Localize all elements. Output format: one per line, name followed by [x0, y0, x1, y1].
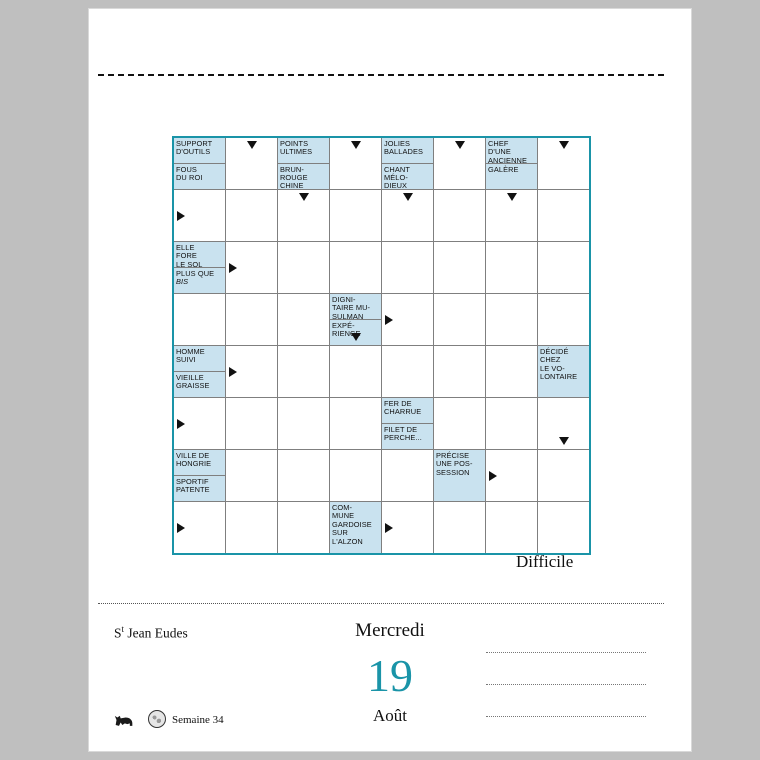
cell-r1c7[interactable] — [538, 190, 591, 242]
cell-r6c5[interactable] — [434, 450, 486, 502]
cell-r5c5[interactable] — [434, 398, 486, 450]
clue-sportif-patente: SPORTIF PATENTE — [174, 476, 225, 502]
cell-r3c7[interactable] — [538, 294, 591, 346]
arrow-down-icon — [351, 333, 361, 341]
table-row — [173, 190, 590, 242]
table-row — [173, 346, 590, 398]
cell-r4c6[interactable] — [486, 346, 538, 398]
clue-precise-une-possession: PRÉCISE UNE POS- SESSION — [434, 450, 485, 501]
cell-r4c4[interactable] — [382, 346, 434, 398]
table-row — [173, 398, 590, 450]
crossword-grid[interactable] — [172, 136, 591, 555]
arrow-right-icon — [177, 211, 185, 221]
cell-r6c0[interactable] — [173, 450, 226, 502]
arrow-down-icon — [559, 141, 569, 149]
clue-vieille-graisse: VIEILLE GRAISSE — [174, 372, 225, 398]
week-number: Semaine 34 — [172, 714, 224, 726]
arrow-down-icon — [299, 193, 309, 201]
cell-r0c2[interactable] — [278, 137, 330, 190]
cell-r4c5[interactable] — [434, 346, 486, 398]
cell-r2c4[interactable] — [382, 242, 434, 294]
clue-filet-de-perche: FILET DE PERCHE... — [382, 424, 433, 450]
clue-brun-rouge-chine: BRUN- ROUGE CHINE — [278, 164, 329, 190]
arrow-down-icon — [559, 437, 569, 445]
cell-r5c2[interactable] — [278, 398, 330, 450]
cell-r5c3[interactable] — [330, 398, 382, 450]
clue-decide-chez-le-volontaire: DÉCIDÉ CHEZ LE VO- LONTAIRE — [538, 346, 589, 397]
clue-ville-de-hongrie: VILLE DE HONGRIE — [174, 450, 225, 476]
arrow-right-icon — [489, 471, 497, 481]
arrow-right-icon — [385, 523, 393, 533]
cell-r0c0[interactable] — [173, 137, 226, 190]
clue-experience: EXPÉ- RIENCE — [330, 320, 381, 346]
arrow-down-icon — [507, 193, 517, 201]
cell-r1c5[interactable] — [434, 190, 486, 242]
table-row — [173, 450, 590, 502]
arrow-down-icon — [455, 141, 465, 149]
difficulty-label: Difficile — [516, 552, 574, 571]
cell-r2c1[interactable] — [226, 242, 278, 294]
cell-r7c6[interactable] — [486, 502, 538, 555]
cell-r0c4[interactable] — [382, 137, 434, 190]
cell-r2c0[interactable] — [173, 242, 226, 294]
arrow-right-icon — [385, 315, 393, 325]
cell-r2c5[interactable] — [434, 242, 486, 294]
cell-r2c7[interactable] — [538, 242, 591, 294]
cell-r7c0[interactable] — [173, 502, 226, 555]
cell-r0c7[interactable] — [538, 137, 591, 190]
clue-plus-que-bis: PLUS QUE BIS — [174, 268, 225, 294]
weekday-label: Mercredi — [355, 620, 425, 641]
clue-fer-de-charrue: FER DE CHARRUE — [382, 398, 433, 424]
cell-r4c0[interactable] — [173, 346, 226, 398]
cell-r1c0[interactable] — [173, 190, 226, 242]
cell-r0c1[interactable] — [226, 137, 278, 190]
clue-galere: GALÈRE — [486, 164, 537, 190]
cell-r7c5[interactable] — [434, 502, 486, 555]
cell-r6c6[interactable] — [486, 450, 538, 502]
cell-r1c4[interactable] — [382, 190, 434, 242]
cell-r1c1[interactable] — [226, 190, 278, 242]
arrow-right-icon — [229, 367, 237, 377]
clue-support-doutils: SUPPORT D'OUTILS — [174, 138, 225, 164]
arrow-down-icon — [351, 141, 361, 149]
cell-r5c1[interactable] — [226, 398, 278, 450]
cell-r7c7[interactable] — [538, 502, 591, 555]
cell-r3c2[interactable] — [278, 294, 330, 346]
arrow-down-icon — [403, 193, 413, 201]
clue-elle-fore-le-sol: ELLE FORE LE SOL — [174, 242, 225, 268]
cell-r7c1[interactable] — [226, 502, 278, 555]
table-row — [173, 137, 590, 190]
footer-divider-line — [98, 603, 664, 604]
cell-r1c3[interactable] — [330, 190, 382, 242]
clue-chant-melodieux: CHANT MÉLO- DIEUX — [382, 164, 433, 190]
moon-phase-icon — [148, 710, 166, 728]
page-right-margin — [690, 0, 760, 760]
clue-dignitaire-musulman: DIGNI- TAIRE MU- SULMAN — [330, 294, 381, 320]
cell-r0c3[interactable] — [330, 137, 382, 190]
cell-r3c3[interactable] — [330, 294, 382, 346]
cell-r2c2[interactable] — [278, 242, 330, 294]
arrow-right-icon — [177, 419, 185, 429]
cell-r7c4[interactable] — [382, 502, 434, 555]
tear-perforation-line — [98, 74, 664, 76]
arrow-right-icon — [229, 263, 237, 273]
cell-r7c2[interactable] — [278, 502, 330, 555]
saint-name: $S^t$ Jean Eudes — [114, 624, 188, 641]
cell-r5c7[interactable] — [538, 398, 591, 450]
cell-r6c4[interactable] — [382, 450, 434, 502]
cell-r4c1[interactable] — [226, 346, 278, 398]
cell-r5c6[interactable] — [486, 398, 538, 450]
day-number: 19 — [367, 650, 413, 701]
clue-points-ultimes: POINTS ULTIMES — [278, 138, 329, 164]
cell-r3c5[interactable] — [434, 294, 486, 346]
cell-r3c4[interactable] — [382, 294, 434, 346]
clue-commune-gardoise-sur-lalzon: COM- MUNE GARDOISE SUR L'ALZON — [330, 502, 381, 553]
cell-r1c6[interactable] — [486, 190, 538, 242]
cell-r0c5[interactable] — [434, 137, 486, 190]
clue-chef-ancienne-tribu: CHEF D'UNE ANCIENNE — [486, 138, 537, 164]
note-line[interactable] — [486, 684, 646, 685]
table-row — [173, 502, 590, 555]
cell-r1c2[interactable] — [278, 190, 330, 242]
cell-r6c1[interactable] — [226, 450, 278, 502]
crossword-table[interactable] — [172, 136, 591, 555]
cell-r6c7[interactable] — [538, 450, 591, 502]
table-row — [173, 294, 590, 346]
arrow-right-icon — [177, 523, 185, 533]
cell-r2c3[interactable] — [330, 242, 382, 294]
cell-r6c3[interactable] — [330, 450, 382, 502]
clue-jolies-ballades: JOLIES BALLADES — [382, 138, 433, 164]
cell-r2c6[interactable] — [486, 242, 538, 294]
cell-r0c6[interactable] — [486, 137, 538, 190]
table-row — [173, 242, 590, 294]
page-top-margin — [0, 0, 760, 8]
cell-r3c1[interactable] — [226, 294, 278, 346]
cell-r3c0[interactable] — [173, 294, 226, 346]
cell-r4c3[interactable] — [330, 346, 382, 398]
cat-icon — [114, 712, 134, 728]
clue-fous-du-roi: FOUS DU ROI — [174, 164, 225, 190]
clue-homme-suivi: HOMME SUIVI — [174, 346, 225, 372]
cell-r6c2[interactable] — [278, 450, 330, 502]
cell-r5c4[interactable] — [382, 398, 434, 450]
cell-r3c6[interactable] — [486, 294, 538, 346]
note-line[interactable] — [486, 716, 646, 717]
cell-r4c2[interactable] — [278, 346, 330, 398]
page-left-margin — [0, 0, 88, 760]
arrow-down-icon — [247, 141, 257, 149]
cell-r5c0[interactable] — [173, 398, 226, 450]
note-line[interactable] — [486, 652, 646, 653]
cell-r7c3[interactable] — [330, 502, 382, 555]
month-label: Août — [373, 706, 407, 725]
cell-r4c7[interactable] — [538, 346, 591, 398]
